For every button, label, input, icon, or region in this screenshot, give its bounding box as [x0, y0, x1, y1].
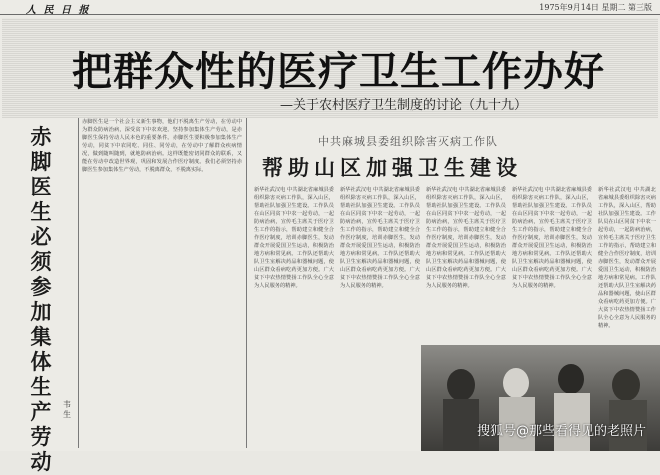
headline-char: 医 — [30, 175, 52, 199]
headline-char: 脚 — [30, 150, 52, 174]
right-article-headline: 帮助山区加强卫生建设 — [262, 156, 522, 180]
headline-char: 赤 — [30, 125, 52, 149]
left-article-body: 赤脚医生是一个社会主义新生事物，他们不脱离生产劳动，在劳动中为群众防病治病，深受贫下中农欢迎。坚持参加集体生产劳动，是赤脚医生保持劳动人民本色的重要条件。赤脚医生要积极参加集体生产劳动，同贫下中农同吃、同住、同劳动，在劳动中了解群众疾病情况，做到随叫随到，就地防病治病。这样既能密切同群众的联系，又能在劳动中改造世界观，巩固和发展合作医疗制度。我们必须坚持赤脚医生参加集体生产劳动，不脱离群众，不脱离实际。 — [82, 119, 242, 173]
column-divider — [78, 118, 79, 448]
headline-char: 动 — [30, 450, 52, 474]
watermark: 搜狐号@那些看得见的老照片 — [476, 424, 646, 439]
masthead — [0, 0, 660, 15]
right-article-body-col3: 新华社武汉电 中共湖北省麻城县委组织除害灭病工作队，深入山区，帮助社队加强卫生建设。工作队员在山区同贫下中农一起劳动，一起防病治病，宣传毛主席关于医疗卫生工作的指示，帮助建立和健全合作医疗制度，培训赤脚医生，发动群众开展爱国卫生运动，积极防治地方病和常见病。工作队还帮助大队卫生室解决药品和器械问题，使山区群众看病吃药更加方便。广大贫下中农热情赞扬工作队全心全意为人民服务的精神。 — [426, 187, 506, 289]
headline-char: 参 — [30, 275, 52, 299]
headline-char: 集 — [30, 325, 52, 349]
banner-subtitle: —关于农村医疗卫生制度的讨论（九十九） — [280, 98, 528, 113]
headline-char: 劳 — [30, 425, 52, 449]
right-article-body-col5: 新华社武汉电 中共湖北省麻城县委组织除害灭病工作队，深入山区，帮助社队加强卫生建设。工作队员在山区同贫下中农一起劳动，一起防病治病，宣传毛主席关于医疗卫生工作的指示，帮助建立和健全合作医疗制度，培训赤脚医生，发动群众开展爱国卫生运动，积极防治地方病和常见病。工作队还帮助大队卫生室解决药品和器械问题，使山区群众看病吃药更加方便。广大贫下中农热情赞扬工作队全心全意为人民服务的精神。 — [598, 187, 656, 329]
banner-title: 把群众性的医疗卫生工作办好 — [72, 49, 605, 95]
headline-char: 体 — [30, 350, 52, 374]
right-article-body-col2: 新华社武汉电 中共湖北省麻城县委组织除害灭病工作队，深入山区，帮助社队加强卫生建设。工作队员在山区同贫下中农一起劳动，一起防病治病，宣传毛主席关于医疗卫生工作的指示，帮助建立和健全合作医疗制度，培训赤脚医生，发动群众开展爱国卫生运动，积极防治地方病和常见病。工作队还帮助大队卫生室解决药品和器械问题，使山区群众看病吃药更加方便。广大贫下中农热情赞扬工作队全心全意为人民服务的精神。 — [340, 187, 420, 289]
headline-char: 必 — [30, 225, 52, 249]
masthead-title: 人 民 日 报 — [26, 5, 91, 16]
masthead-date: 1975年9月14日 星期二 第三版 — [539, 3, 652, 12]
right-article-kicker: 中共麻城县委组织除害灭病工作队 — [318, 135, 498, 148]
headline-char: 生 — [30, 375, 52, 399]
right-article-body-col1: 新华社武汉电 中共湖北省麻城县委组织除害灭病工作队，深入山区，帮助社队加强卫生建设。工作队员在山区同贫下中农一起劳动，一起防病治病，宣传毛主席关于医疗卫生工作的指示，帮助建立和健全合作医疗制度，培训赤脚医生，发动群众开展爱国卫生运动，积极防治地方病和常见病。工作队还帮助大队卫生室解决药品和器械问题，使山区群众看病吃药更加方便。广大贫下中农热情赞扬工作队全心全意为人民服务的精神。 — [254, 187, 334, 289]
left-article-headline — [30, 125, 52, 475]
headline-char: 加 — [30, 300, 52, 324]
headline-char: 须 — [30, 250, 52, 274]
column-divider — [246, 118, 247, 448]
headline-char: 生 — [30, 200, 52, 224]
headline-char: 产 — [30, 400, 52, 424]
right-article-body-col4: 新华社武汉电 中共湖北省麻城县委组织除害灭病工作队，深入山区，帮助社队加强卫生建设。工作队员在山区同贫下中农一起劳动，一起防病治病，宣传毛主席关于医疗卫生工作的指示，帮助建立和健全合作医疗制度，培训赤脚医生，发动群众开展爱国卫生运动，积极防治地方病和常见病。工作队还帮助大队卫生室解决药品和器械问题，使山区群众看病吃药更加方便。广大贫下中农热情赞扬工作队全心全意为人民服务的精神。 — [512, 187, 592, 289]
left-article-author: 韦 生 — [63, 400, 71, 419]
